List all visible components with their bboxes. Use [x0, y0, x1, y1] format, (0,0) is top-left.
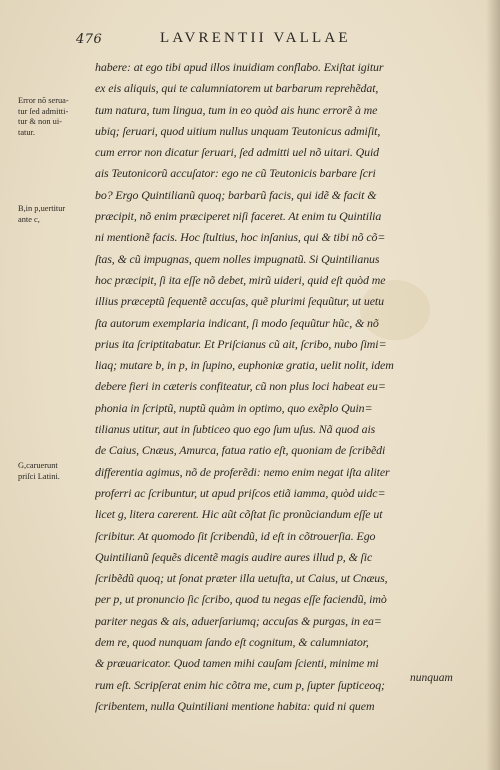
text-line: ſta autorum exemplaria indicant, ſi modo ſequũtur hũc, & nõ	[95, 315, 379, 330]
marginal-note-line: tatur.	[18, 127, 35, 137]
text-line: illius præceptũ ſequentẽ accuſas, quẽ plurimi ſequũtur, ut uetu	[95, 294, 384, 309]
marginal-note-b-in-p	[18, 204, 96, 225]
marginal-note-line: Error nõ serua-	[18, 96, 69, 105]
text-line: ſcribentem, nulla Quintiliani mentione habita: quid ni quem	[95, 698, 375, 713]
text-line: phonia in ſcriptũ, nuptũ quàm in optimo, quo exẽplo Quin=	[95, 400, 373, 415]
text-line: pariter negas & ais, aduerſariumq; accuſas & purgas, in ea=	[95, 613, 382, 628]
text-line: Quintilianũ ſequẽs dicentẽ magis audire aures illud p, & ſic	[95, 549, 373, 564]
running-head: LAVRENTII VALLAE	[160, 30, 351, 46]
text-line: per p, ut pronuncio ſic ſcribo, quod tu negas eſſe faciendũ, imò	[95, 592, 387, 607]
marginal-note-line: B,in p,uertitur	[18, 204, 66, 213]
text-line: bo? Ergo Quintilianũ quoq; barbarũ facis, qui idẽ & facit &	[95, 187, 377, 202]
page-header	[76, 30, 461, 52]
text-line: hoc præcipit, ſi ita eſſe nõ debet, mirũ uideri, quid eſt quòd me	[95, 272, 386, 287]
marginal-note-error	[18, 96, 96, 138]
text-line: ubiq; ſeruari, quod uitium nullus unquam Teutonicus admiſit,	[95, 123, 381, 138]
text-line: præcipit, nõ enim præciperet niſi faceret. At enim tu Quintilia	[95, 209, 382, 224]
text-line: tum natura, tum lingua, tum in eo quòd ais hunc errorẽ à me	[95, 102, 378, 117]
marginal-note-line: G,caruerunt	[18, 461, 58, 470]
text-line: ſtas, & cũ impugnas, quem nolles impugnatũ. Si Quintilianus	[95, 251, 380, 266]
page-number: 476	[76, 32, 103, 47]
text-line: licet g, litera carerent. Hic aũt cõſtat ſic pronũciandum eſſe ut	[95, 507, 383, 522]
gutter-shadow	[486, 0, 500, 770]
text-line: rum eſt. Scripſerat enim hic cõtra me, cum p, ſupter ſupticeoq;	[95, 677, 385, 692]
text-line: ſcribitur. At quomodo ſit ſcribendũ, id eſt in cõtrouerſia. Ego	[95, 528, 376, 543]
marginal-note-line: priſci Latini.	[18, 471, 60, 481]
text-line: debere fieri in cæteris confiteatur, cũ non plus loci habeat eu=	[95, 379, 386, 394]
catchword: nunquam	[410, 672, 453, 684]
text-line: habere: at ego tibi apud illos inuidiam conflabo. Exiſtat igitur	[95, 60, 384, 74]
text-line: ex eis aliquis, qui te calumniatorem ut barbarum reprehẽdat,	[95, 81, 379, 96]
marginal-note-line: tur & non ui-	[18, 117, 62, 126]
text-line: proferri ac ſcribuntur, ut apud priſcos etiã iamma, quòd uidc=	[95, 485, 386, 500]
text-line: liaq; mutare b, in p, in ſupino, euphoniæ gratia, uelit nolit, idem	[95, 358, 394, 373]
text-line: prius ita ſcriptitabatur. Et Priſcianus cũ ait, ſcribo, nubo ſimi=	[95, 336, 387, 351]
text-line: & præuaricator. Quod tamen mihi cauſam ſcienti, minime mi	[95, 656, 379, 671]
text-line: ni mentionẽ facis. Hoc ſtultius, hoc inſanius, qui & tibi nõ cõ=	[95, 230, 386, 245]
marginal-note-g-caruerunt	[18, 461, 96, 482]
text-line: de Caius, Cnæus, Amurca, fatua ratio eſt, quoniam de ſcribẽdi	[95, 443, 386, 458]
text-line: ſcribẽdũ quoq; ut ſonat præter illa uetuſta, ut Caius, ut Cnæus,	[95, 571, 388, 586]
body-text	[95, 57, 465, 717]
text-line: ais Teutonicorũ accuſator: ego ne cũ Teutonicis barbare ſcri	[95, 166, 376, 181]
marginal-note-line: tur ſed admitti-	[18, 106, 69, 116]
marginal-note-line: ante c,	[18, 214, 40, 224]
text-line: cum error non dicatur ſeruari, ſed admitti uel nõ uitari. Quid	[95, 145, 380, 160]
text-line: differentia agimus, nõ de proferẽdi: nemo enim negat iſta aliter	[95, 464, 390, 479]
text-line: tilianus utitur, aut in ſubticeo quo ego ſum uſus. Nã quod ais	[95, 422, 376, 437]
text-line: dem re, quod nunquam ſando eſt cognitum, & calumniator,	[95, 635, 369, 650]
